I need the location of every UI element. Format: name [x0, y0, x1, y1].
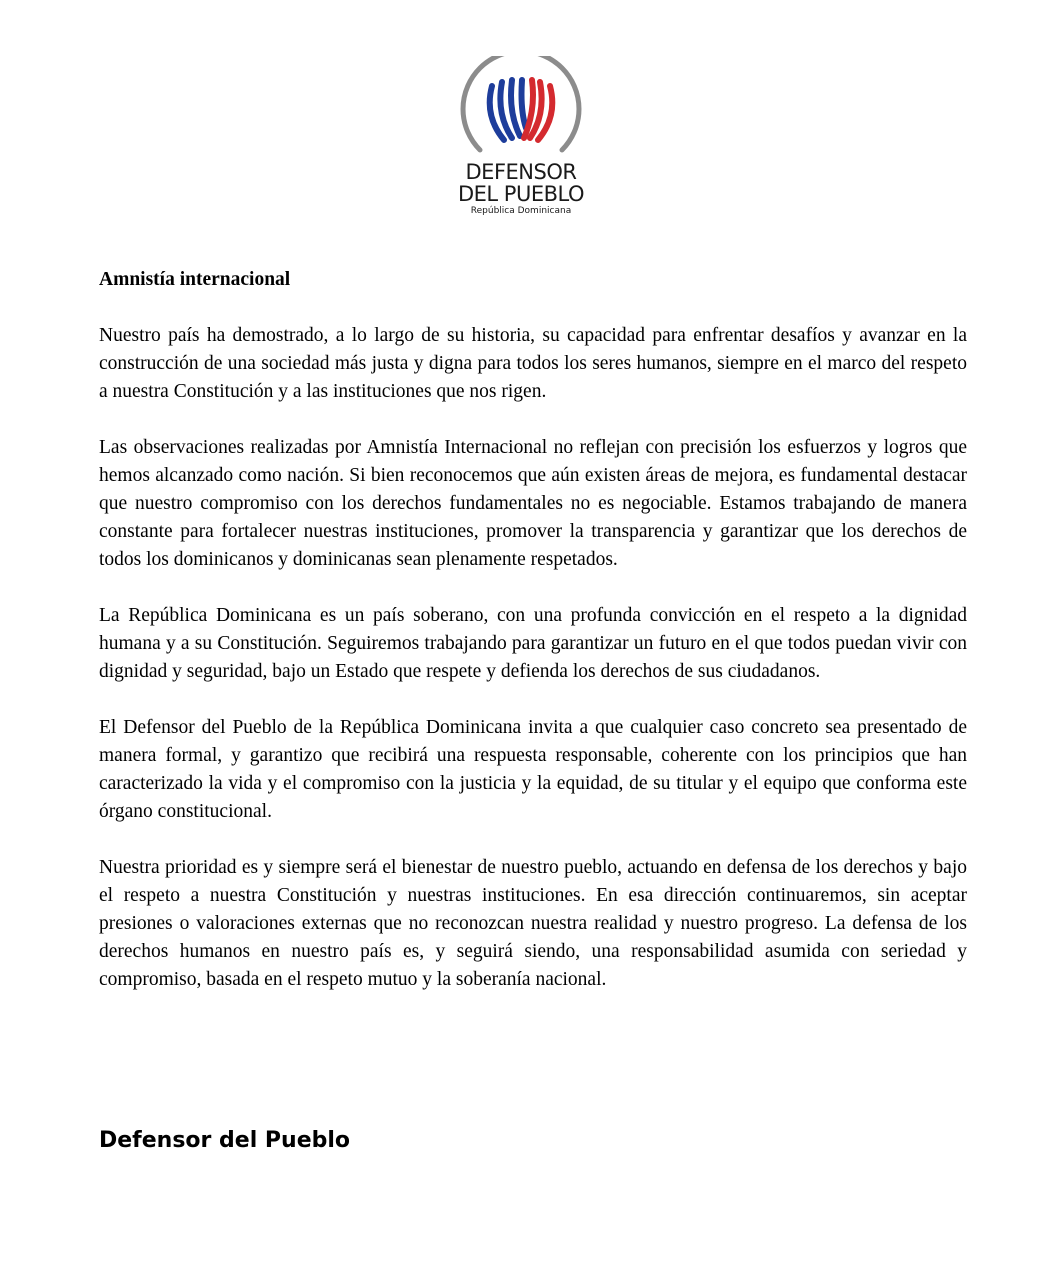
paragraph-1: Nuestro país ha demostrado, a lo largo de su historia, su capacidad para enfrentar desafíos y avanzar en la construcción de una sociedad más justa y digna para todos los seres humanos, siempre en el marco del respeto a nuestra Constitución y a las instituciones que nos rigen. — [99, 325, 967, 402]
logo-text-defensor: DEFENSOR — [465, 160, 577, 184]
document-title: Amnistía internacional — [99, 269, 291, 290]
paragraph-4: El Defensor del Pueblo de la República Dominicana invita a que cualquier caso concreto sea presentado de manera formal, y garantizo que recibirá una respuesta responsable, coherente con los principios que han caracterizado la vida y el compromiso con la justicia y la equidad, de su titular y el equipo que conforma este órgano constitucional. — [99, 717, 967, 822]
logo-emblem-icon — [454, 56, 588, 160]
paragraph-3: La República Dominicana es un país soberano, con una profunda convicción en el respeto a la dignidad humana y a su Constitución. Seguiremos trabajando para garantizar un futuro en el que todos puedan vivir con dignidad y seguridad, bajo un Estado que respete y defienda los derechos de sus ciudadanos. — [99, 605, 967, 682]
defensor-logo — [454, 56, 588, 222]
paragraph-2: Las observaciones realizadas por Amnistía Internacional no reflejan con precisión los esfuerzos y logros que hemos alcanzado como nación. Si bien reconocemos que aún existen áreas de mejora, es fundamental destacar que nuestro compromiso con los derechos fundamentales no es negociable. Estamos trabajando de manera constante para fortalecer nuestras instituciones, promover la transparencia y garantizar que los derechos de todos los dominicanos y dominicanas sean plenamente respetados. — [99, 437, 967, 570]
signature: Defensor del Pueblo — [99, 1128, 351, 1153]
document-body — [99, 266, 967, 1022]
logo-text-del-pueblo: DEL PUEBLO — [457, 182, 584, 206]
paragraph-5: Nuestra prioridad es y siempre será el bienestar de nuestro pueblo, actuando en defensa de los derechos y bajo el respeto a nuestra Constitución y nuestras instituciones. En esa dirección continuaremos, sin aceptar presiones o valoraciones externas que no reconozcan nuestra realidad y nuestro progreso. La defensa de los derechos humanos en nuestro país es, y seguirá siendo, una responsabilidad asumida con seriedad y compromiso, basada en el respeto mutuo y la soberanía nacional. — [99, 857, 967, 990]
logo-text-republica: República Dominicana — [470, 206, 572, 216]
